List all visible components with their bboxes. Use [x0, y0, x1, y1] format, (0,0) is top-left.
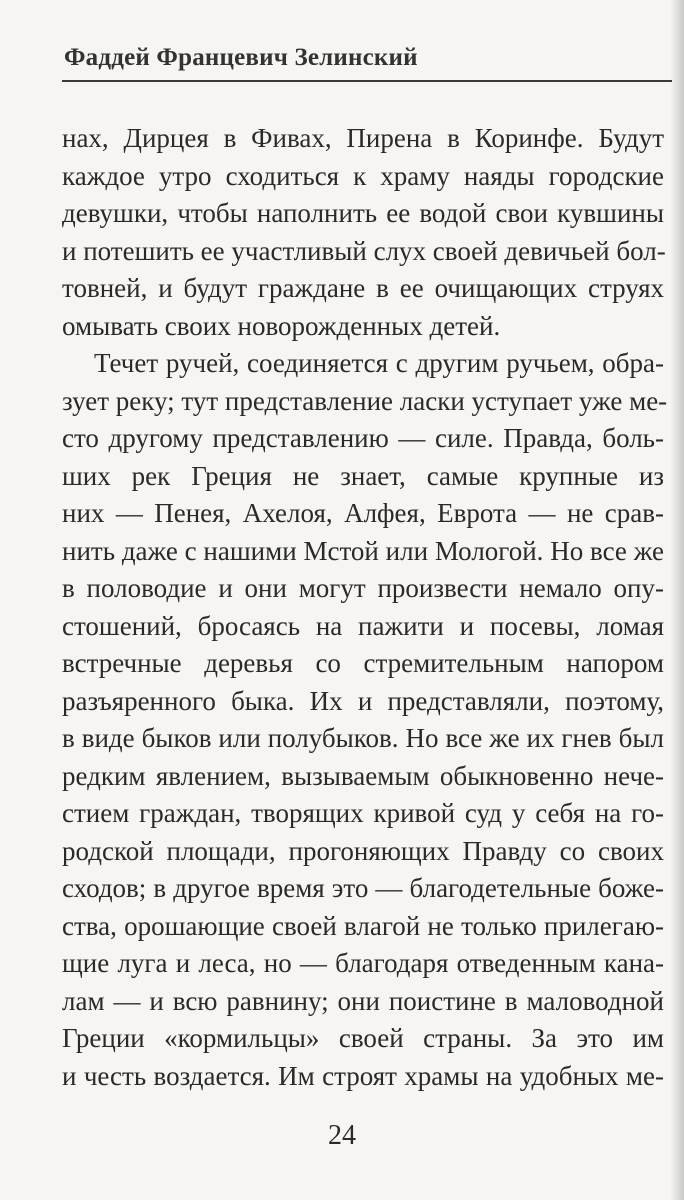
header-rule	[62, 80, 672, 82]
text-line: редким явлением, вызываемым обыкновенно нече-	[62, 760, 664, 791]
text-line: Греции «кормильцы» своей страны. За это им	[62, 1023, 664, 1053]
text-line: нить даже с нашими Мстой или Мологой. Но все же	[62, 535, 664, 566]
text-line: и честь воздается. Им строят храмы на удобных ме-	[62, 1060, 664, 1091]
page-edge-shadow	[670, 0, 684, 1200]
text-line: ших рек Греция не знает, самые крупные из	[62, 460, 664, 491]
text-line: девушки, чтобы наполнить ее водой свои кувшины	[62, 198, 664, 228]
paragraph-1	[62, 120, 664, 345]
text-line: в половодие и они могут произвести немало опу-	[62, 573, 664, 603]
page-number: 24	[328, 1120, 356, 1151]
text-line: Течет ручей, соединяется с другим ручьем, обра-	[94, 348, 664, 378]
text-line: разъяренного быка. Их и представляли, поэтому,	[62, 685, 664, 716]
text-line: в виде быков или полубыков. Но все же их гнев был	[62, 723, 664, 753]
text-line: ства, орошающие своей влагой не только прилегаю-	[62, 910, 664, 941]
text-line: стием граждан, творящих кривой суд у себя на го-	[62, 798, 664, 828]
text-line: сходов; в другое время это — благодетельные боже-	[62, 873, 664, 903]
text-line: омывать своих новорожденных детей.	[62, 310, 501, 341]
text-line: зует реку; тут представление ласки уступает уже ме-	[62, 385, 668, 416]
text-line: щие луга и леса, но — благодаря отведенным кана-	[62, 948, 664, 978]
text-line: родской площади, прогоняющих Правду со своих	[62, 835, 664, 866]
body-text	[62, 120, 668, 1095]
text-line: лам — и всю равнину; они поистине в маловодной	[62, 985, 664, 1016]
text-line: каждое утро сходиться к храму наяды городские	[62, 160, 664, 191]
text-line: сто другому представлению — силе. Правда, боль-	[62, 423, 664, 453]
text-line: нах, Дирцея в Фивах, Пирена в Коринфе. Будут	[62, 123, 664, 153]
text-line: и потешить ее участливый слух своей девичьей бол-	[62, 235, 666, 266]
running-header: Фаддей Францевич Зелинский	[64, 44, 418, 71]
text-line: них — Пенея, Ахелоя, Алфея, Еврота — не срав-	[62, 498, 664, 528]
text-line: стошений, бросаясь на пажити и посевы, ломая	[62, 610, 664, 641]
text-line: товней, и будут граждане в ее очищающих струях	[62, 273, 664, 303]
text-line: встречные деревья со стремительным напором	[62, 648, 664, 678]
paragraph-2	[62, 345, 668, 1095]
